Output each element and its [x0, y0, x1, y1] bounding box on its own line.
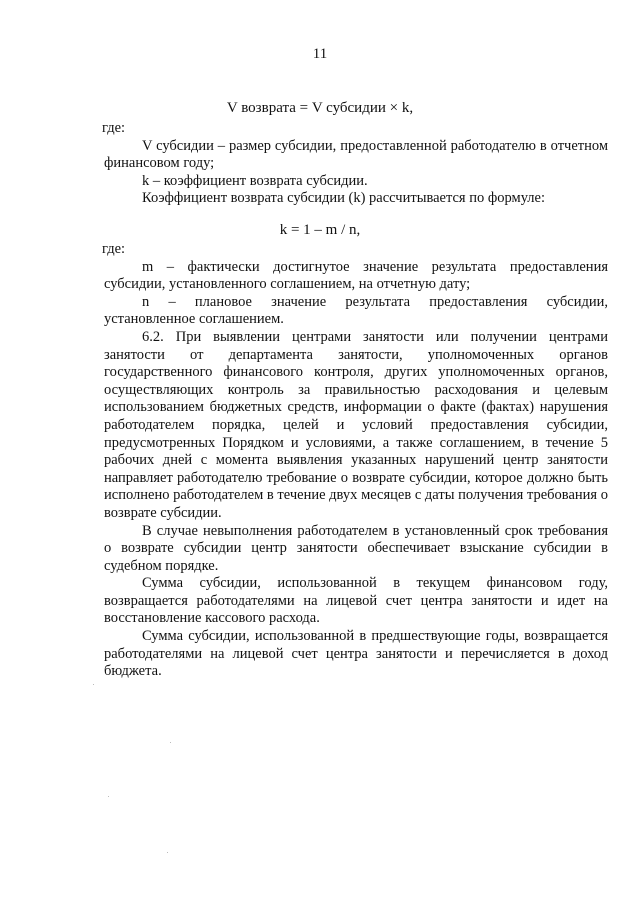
- where-label-1: где:: [102, 120, 126, 136]
- scan-speck: [167, 852, 168, 853]
- scan-speck: [93, 684, 94, 685]
- scan-speck: [170, 742, 171, 743]
- page-number: 11: [312, 46, 328, 62]
- definition-k: k – коэффициент возврата субсидии.: [142, 172, 368, 189]
- paragraph-6-2: 6.2. При выявлении центрами занятости или получении центрами занятости от департамента занятости, уполномоченных органов государственного финансового контроля, других уполномоченных органов, осуществляющих контроль за правильностью расходования и целевым использованием бюджетных средств, информации о факте (фактах) нарушения работодателем порядка, целей и условий предоставления субсидии, предусмотренных Порядком и условиями, а также соглашением, в течение 5 рабочих дней с момента выявления указанных нарушений центр занятости направляет работодателю требование о возврате субсидии, которое должно быть исполнено работодателем в течение двух месяцев с даты получения требования о возврате субсидии.: [104, 328, 608, 521]
- definitions-block-1: [104, 120, 608, 208]
- paragraph-court-recovery: В случае невыполнения работодателем в установленный срок требования о возврате субсидии центр занятости обеспечивает взыскание субсидии в судебном порядке.: [104, 522, 608, 574]
- where-label-2: где:: [102, 241, 126, 257]
- formula-k: k = 1 – m / n,: [279, 222, 361, 238]
- scan-speck: [108, 796, 109, 797]
- definition-v-subsidy: V субсидии – размер субсидии, предоставленной работодателю в отчетном финансовом году;: [104, 137, 608, 172]
- definition-n: n – плановое значение результата предоставления субсидии, установленное соглашением.: [104, 293, 608, 328]
- paragraph-current-year: Сумма субсидии, использованной в текущем финансовом году, возвращается работодателями на лицевой счет центра занятости и идет на восстановление кассового расхода.: [104, 575, 608, 627]
- paragraph-previous-years: Сумма субсидии, использованной в предшествующие годы, возвращается работодателями на лицевой счет центра занятости и перечисляется в доход бюджета.: [104, 628, 608, 680]
- definition-m: m – фактически достигнутое значение результата предоставления субсидии, установленного соглашением, на отчетную дату;: [104, 258, 608, 293]
- definitions-block-2: [104, 241, 608, 681]
- k-formula-intro: Коэффициент возврата субсидии (k) рассчитывается по формуле:: [142, 190, 546, 207]
- formula-return-volume: V возврата = V субсидии × k,: [226, 100, 414, 116]
